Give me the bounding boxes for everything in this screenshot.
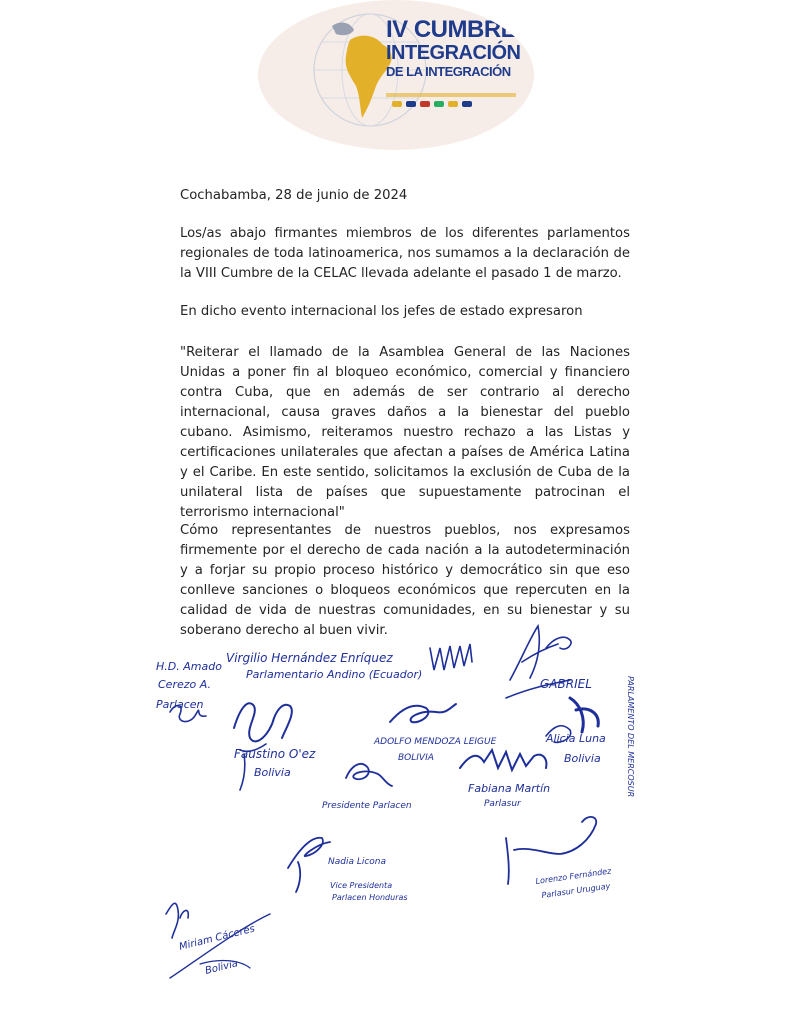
logo-title-line3: DE LA INTEGRACIÓN xyxy=(386,64,511,79)
sig4-line2: Bolivia xyxy=(254,766,291,779)
letter-date: Cochabamba, 28 de junio de 2024 xyxy=(180,188,408,203)
sig2-line3: Parlacen xyxy=(156,698,204,711)
sig2-line1: H.D. Amado xyxy=(156,660,222,673)
signatures-svg xyxy=(150,618,640,1016)
logo-title-line1: IV CUMBRE xyxy=(386,16,517,43)
sig11-line1: Miriam Cáceres xyxy=(178,923,256,953)
sig6-line1: Alicia Luna xyxy=(546,732,606,745)
letter-paragraph-1: Los/as abajo firmantes miembros de los diferentes parlamentos regionales de toda latinoamerica, nos sumamos a la declaración de la VIII Cumbre de la CELAC llevada adelante el pasado 1 de marzo. xyxy=(180,226,630,281)
sig5-line2: BOLIVIA xyxy=(398,753,434,763)
letter-paragraph-2: En dicho evento internacional los jefes de estado expresaron xyxy=(180,304,583,319)
sig9-line2: Vice Presidenta xyxy=(330,881,393,890)
logo-title-line2: INTEGRACIÓN xyxy=(386,42,521,64)
sponsor-logos xyxy=(392,101,472,107)
letter-quote: "Reiterar el llamado de la Asamblea General de las Naciones Unidas a poner fin al bloqueo económico, comercial y financiero contra Cuba, que en además de ser contrario al derecho internacional, causa graves daños a la bienestar del pueblo cubano. Asimismo, reiteramos nuestro rechazo a las Listas y certificaciones unilaterales que afectan a países de América Latina y el Caribe. En este sentido, solicitamos la exclusión de Cuba de la unilateral lista de países que supuestamente patrocinan el terrorismo internacional" xyxy=(180,345,630,520)
logo-underline xyxy=(386,93,516,97)
sig3-side: PARLAMENTO DEL MERCOSUR xyxy=(626,676,635,798)
sig9-line3: Parlacen Honduras xyxy=(332,893,408,902)
sig3-name: GABRIEL xyxy=(540,677,592,691)
sig4-line1: Faustino O'ez xyxy=(234,747,316,761)
sig9-line1: Nadia Licona xyxy=(328,857,387,867)
sig8-line1: Fabiana Martín xyxy=(468,782,551,795)
event-logo xyxy=(258,0,534,150)
letter-paragraph-3: Cómo representantes de nuestros pueblos, nos expresamos firmemente por el derecho de cada nación a la autodeterminación y a forjar su propio proceso histórico y democrático sin que eso conlleve sanciones o bloqueos económicos que repercuten en la calidad de vida de nuestras comunidades, en su bienestar y su soberano derecho al buen vivir. xyxy=(180,523,630,638)
sig1-line2: Parlamentario Andino (Ecuador) xyxy=(246,668,423,681)
sig7-text: Presidente Parlacen xyxy=(322,801,412,811)
sig10-line1: Lorenzo Fernández xyxy=(535,866,612,886)
sig8-line2: Parlasur xyxy=(484,799,521,809)
logo-title xyxy=(386,18,526,78)
signatures-area xyxy=(150,618,640,1016)
sig6-line2: Bolivia xyxy=(564,752,601,765)
sig10-line2: Parlasur Uruguay xyxy=(541,881,611,900)
sig11-line2: Bolivia xyxy=(204,958,240,977)
sig2-line2: Cerezo A. xyxy=(158,678,211,691)
sig1-line1: Virgilio Hernández Enríquez xyxy=(226,651,393,665)
sig5-line1: ADOLFO MENDOZA LEIGUE xyxy=(374,737,497,747)
